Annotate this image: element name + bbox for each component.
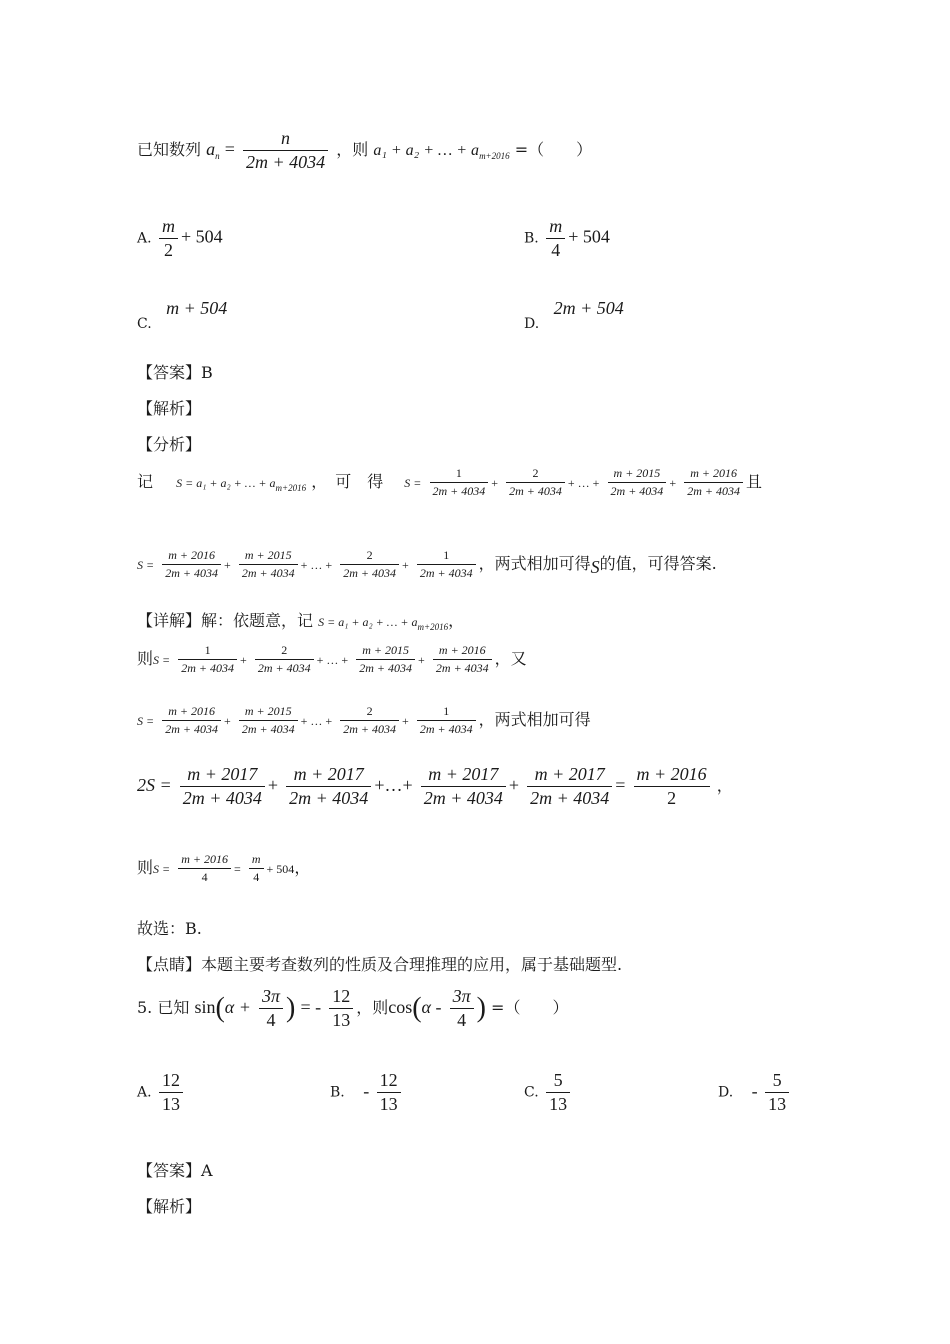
frac-num: m xyxy=(249,852,264,869)
option-fraction xyxy=(377,1070,401,1115)
frac-den: 2m + 4034 xyxy=(165,566,218,580)
s-definition: S = a₁ + a₂ + … + a xyxy=(318,615,418,629)
option-label: A. xyxy=(137,230,152,247)
frac-num: 12 xyxy=(159,1070,183,1093)
frac-num: m + 2015 xyxy=(356,643,415,660)
frac-num: 1 xyxy=(417,704,476,721)
option-fraction xyxy=(159,1070,183,1115)
q4-tail: =（ ） xyxy=(514,140,593,159)
eq-sign: = xyxy=(224,139,235,159)
sin-func: sin xyxy=(194,997,216,1017)
you-label: ，又 xyxy=(494,649,527,668)
option-expr: 2m + 504 xyxy=(553,298,624,318)
frac-den: 4 xyxy=(253,870,260,884)
q5-option-d[interactable] xyxy=(718,1070,792,1115)
frac-num: m xyxy=(159,216,178,239)
q5-option-c[interactable] xyxy=(524,1070,573,1115)
term-fraction xyxy=(684,466,743,499)
ji-label: 记 xyxy=(137,472,154,491)
frac-den: 2 xyxy=(667,788,677,808)
frac-den: 4 xyxy=(457,1010,467,1030)
s-eq: S = xyxy=(153,653,171,667)
term-fraction xyxy=(506,466,565,499)
q5-answer: 【答案】A xyxy=(137,1161,213,1180)
frac-num: m + 2016 xyxy=(634,764,710,787)
term-fraction xyxy=(239,704,298,737)
q4-stem xyxy=(137,128,592,173)
q4-fenxi: 【分析】 xyxy=(137,435,202,454)
s-eq: S = xyxy=(153,862,171,876)
frac-num: m + 2017 xyxy=(421,764,506,787)
frac-num: 1 xyxy=(430,466,489,483)
frac-num: 2 xyxy=(506,466,565,483)
s-line-2: S = $\frac{m + 2016}{2m + 4034}$ + $\frac{m + 2015}{2m + 4034}$ + … + $\frac{2}{2m + 4034}$ + $\frac{1}{2m + 4034}$ ，两式相加可得 xyxy=(137,704,591,736)
frac-den: 2m + 4034 xyxy=(181,661,234,675)
alpha-minus: α - xyxy=(421,997,442,1017)
frac-num: m + 2015 xyxy=(608,466,667,483)
s-def-sub: m+2016 xyxy=(275,483,307,494)
frac-num: 5 xyxy=(765,1070,789,1093)
option-fraction xyxy=(546,216,565,261)
frac-den: 13 xyxy=(332,1010,351,1030)
frac-den: 4 xyxy=(551,240,561,260)
q4-option-d[interactable] xyxy=(524,298,624,332)
q5-frac-3 xyxy=(450,986,474,1031)
frac-den: 2m + 4034 xyxy=(257,661,311,675)
fenxi-line-1: 记 S = a₁ + a₂ + … + $a_{m+2016}$ ， 可 得 S = $\frac{1}{2m + 4034}$ + $\frac{2}{2m + 4034}$ + … + $\frac{m + 2015}{2m + 4034}$ + $\frac{m + 2016}{2m + 4034}$ 且 xyxy=(137,466,762,498)
option-rest: + 504 xyxy=(568,226,610,247)
fenxi-line-2: S = $\frac{m + 2016}{2m + 4034}$ + $\frac{m + 2015}{2m + 4034}$ + … + $\frac{2}{2m + 4034}$ + $\frac{1}{2m + 4034}$ ，两式相加可得S的值，可得答案. xyxy=(137,548,717,580)
qie-label: 且 xyxy=(745,472,762,491)
rest-term: + 504 xyxy=(266,862,295,876)
q4-option-a[interactable] xyxy=(137,216,223,261)
two-s-line: 2S = $\frac{m + 2017}{2m + 4034}$ + $\frac{m + 2017}{2m + 4034}$ +…+ $\frac{m + 2017}{2m + 4034}$ + $\frac{m + 2017}{2m + 4034}$ = $\frac{m + 2016}{2}$ ， xyxy=(137,764,733,808)
q5-frac-1 xyxy=(259,986,283,1031)
frac-num: m + 2016 xyxy=(162,704,221,721)
frac-num: m + 2016 xyxy=(162,548,221,565)
s-symbol: S xyxy=(590,557,600,577)
ze-label: 则 xyxy=(137,858,154,877)
q4-sum: a₁ + a₂ + … + a xyxy=(373,142,480,159)
option-sign: - xyxy=(363,1080,370,1101)
option-expr: m + 504 xyxy=(166,298,228,318)
tail-text-2: 的值，可得答案. xyxy=(599,554,717,573)
frac-num: 2 xyxy=(340,548,399,565)
frac-num: m + 2017 xyxy=(286,764,371,787)
option-label: C. xyxy=(137,316,152,332)
frac-den: 2m + 4034 xyxy=(610,484,664,498)
q4-fraction xyxy=(243,128,328,173)
q4-prefix: 已知数列 xyxy=(137,140,202,159)
frac-num: m + 2016 xyxy=(433,643,492,660)
frac-num: m + 2017 xyxy=(180,764,265,787)
frac-num: 12 xyxy=(329,986,353,1009)
q5-prefix: 5. 已知 xyxy=(137,998,190,1017)
result-fraction xyxy=(178,852,231,885)
guxuan-line: 故选：B. xyxy=(137,919,202,938)
frac-den: 2m + 4034 xyxy=(687,484,740,498)
s-eq: S = xyxy=(137,714,155,728)
q4-option-c[interactable] xyxy=(137,298,228,332)
frac-den: 2m + 4034 xyxy=(432,484,486,498)
frac-den: 2m + 4034 xyxy=(435,661,489,675)
tail-text: ，两式相加可得 xyxy=(478,554,591,573)
frac-den: 2m + 4034 xyxy=(509,484,562,498)
frac-num: m + 2016 xyxy=(684,466,743,483)
term-fraction xyxy=(608,466,667,499)
frac-num: 5 xyxy=(546,1070,570,1093)
option-fraction xyxy=(765,1070,789,1115)
term-fraction xyxy=(255,643,314,676)
q4-answer: 【答案】B xyxy=(137,363,213,382)
term-fraction xyxy=(340,704,399,737)
frac-den: 2m + 4034 xyxy=(241,722,295,736)
frac-num: 2 xyxy=(255,643,314,660)
an-sub: n xyxy=(215,151,220,162)
term-fraction xyxy=(421,764,506,809)
term-fraction xyxy=(180,764,265,809)
frac-num: 1 xyxy=(178,643,237,660)
frac-den: 2m + 4034 xyxy=(165,722,218,736)
term-fraction xyxy=(356,643,415,676)
q5-stem: 5. 已知 sin(α + $\frac{3\pi}{4}$ ) = - $\frac{12}{13}$ ，则cos(α - $\frac{3\pi}{4}$ ) =（ ） xyxy=(137,986,569,1030)
q4-jiexi: 【解析】 xyxy=(137,399,202,418)
term-fraction xyxy=(417,704,476,737)
option-sign: - xyxy=(751,1080,758,1101)
option-rest: + 504 xyxy=(181,226,223,247)
eq-sign: = xyxy=(233,862,241,876)
term-fraction xyxy=(417,548,476,581)
frac-num: m + 2015 xyxy=(239,548,298,565)
option-label: D. xyxy=(524,316,540,332)
ze-label: 则 xyxy=(137,649,154,668)
frac-den: 4 xyxy=(201,870,208,884)
option-label: A. xyxy=(137,1084,152,1101)
frac-den: 2m + 4034 xyxy=(359,661,413,675)
option-label: C. xyxy=(524,1084,539,1101)
frac-den: 13 xyxy=(549,1094,568,1114)
tail-comma: ， xyxy=(294,858,311,877)
term-fraction xyxy=(239,548,298,581)
q4-frac-den: 2m + 4034 xyxy=(245,152,326,172)
frac-num: 1 xyxy=(417,548,476,565)
option-label: B. xyxy=(524,230,539,247)
tail-comma: ， xyxy=(448,611,465,630)
option-fraction xyxy=(159,216,178,261)
eq-sign: = xyxy=(615,775,626,795)
q4-mid: ，则 xyxy=(336,140,369,159)
tail-text: ，两式相加可得 xyxy=(478,710,591,729)
frac-num: m + 2017 xyxy=(527,764,612,787)
eq-minus: = - xyxy=(300,997,322,1017)
q5-option-a[interactable] xyxy=(137,1070,186,1115)
final-line xyxy=(137,852,310,885)
q4-frac-num: n xyxy=(243,128,328,151)
frac-den: 13 xyxy=(379,1094,398,1114)
q4-option-b[interactable] xyxy=(524,216,610,261)
ke-de: ， 可 得 xyxy=(311,472,384,491)
dianjing-line: 【点睛】本题主要考查数列的性质及合理推理的应用，属于基础题型. xyxy=(137,955,623,974)
frac-den: 2m + 4034 xyxy=(419,722,473,736)
cos-func: cos xyxy=(388,997,413,1017)
frac-num: 3π xyxy=(450,986,474,1009)
frac-num: m + 2016 xyxy=(178,852,231,869)
term-fraction xyxy=(527,764,612,809)
q5-tail: =（ ） xyxy=(491,998,569,1017)
an-symbol: a xyxy=(206,139,216,159)
frac-den: 2m + 4034 xyxy=(423,788,503,808)
frac-den: 2m + 4034 xyxy=(419,566,473,580)
q5-mid: ，则 xyxy=(356,998,389,1017)
s-eq: S = xyxy=(404,476,422,490)
frac-den: 2 xyxy=(164,240,174,260)
term-fraction xyxy=(430,466,489,499)
option-label: D. xyxy=(718,1084,734,1101)
frac-num: 3π xyxy=(259,986,283,1009)
s-eq: S = xyxy=(137,558,155,572)
frac-num: 12 xyxy=(377,1070,401,1093)
frac-den: 13 xyxy=(768,1094,787,1114)
q4-sum-sub: m+2016 xyxy=(479,151,510,162)
term-fraction xyxy=(433,643,492,676)
frac-den: 2m + 4034 xyxy=(182,788,262,808)
result-fraction-2 xyxy=(249,852,264,885)
frac-den: 13 xyxy=(162,1094,181,1114)
two-s-lhs: 2S = xyxy=(137,775,172,795)
term-fraction xyxy=(286,764,371,809)
frac-den: 2m + 4034 xyxy=(343,566,397,580)
q5-option-b[interactable] xyxy=(330,1070,404,1115)
frac-den: 2m + 4034 xyxy=(343,722,397,736)
q5-jiexi: 【解析】 xyxy=(137,1197,202,1216)
result-fraction xyxy=(634,764,710,809)
frac-den: 2m + 4034 xyxy=(530,788,610,808)
option-fraction xyxy=(546,1070,570,1115)
frac-den: 2m + 4034 xyxy=(289,788,369,808)
tail-comma: ， xyxy=(716,776,733,795)
xiangjie-head: 【详解】解：依题意，记 xyxy=(137,611,314,630)
option-label: B. xyxy=(330,1084,345,1101)
ze-line: 则S = $\frac{1}{2m + 4034}$ + $\frac{2}{2m + 4034}$ + … + $\frac{m + 2015}{2m + 4034}$ + $\frac{m + 2016}{2m + 4034}$ ，又 xyxy=(137,643,527,675)
q5-frac-2 xyxy=(329,986,353,1031)
term-fraction xyxy=(340,548,399,581)
frac-num: m xyxy=(546,216,565,239)
alpha-plus: α + xyxy=(224,997,251,1017)
term-fraction xyxy=(178,643,237,676)
s-definition: S = a₁ + a₂ + … + a xyxy=(176,476,276,490)
term-fraction xyxy=(162,548,221,581)
frac-den: 2m + 4034 xyxy=(241,566,295,580)
term-fraction xyxy=(162,704,221,737)
s-def-sub: m+2016 xyxy=(417,622,449,633)
frac-den: 4 xyxy=(266,1010,276,1030)
frac-num: m + 2015 xyxy=(239,704,298,721)
frac-num: 2 xyxy=(340,704,399,721)
xiangjie-line xyxy=(137,608,464,632)
